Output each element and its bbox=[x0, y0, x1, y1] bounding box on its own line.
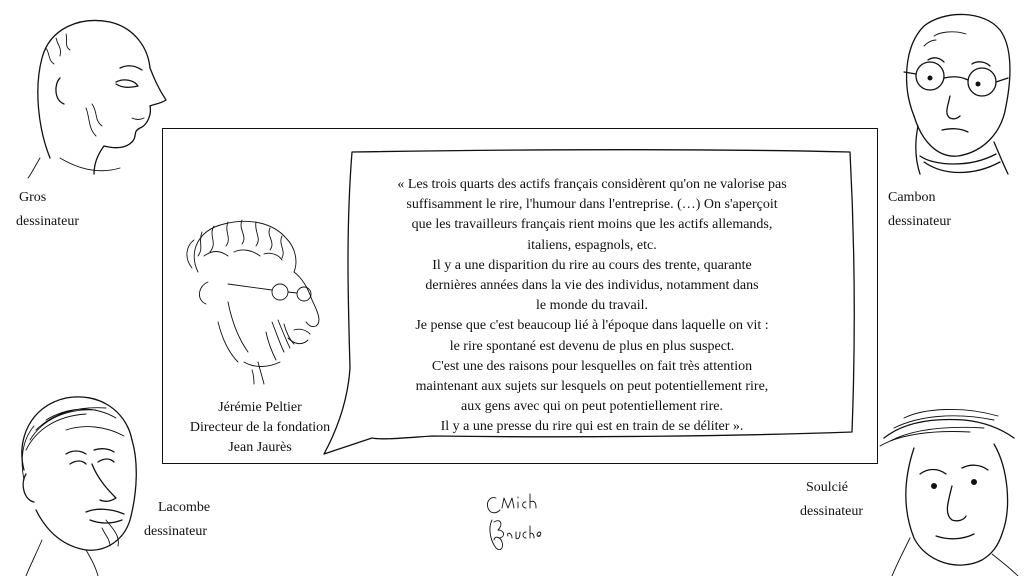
quote-line: le rire spontané est devenu de plus en plus suspect. bbox=[449, 338, 735, 354]
portrait-soulcie bbox=[874, 398, 1024, 576]
speaker-name: Jérémie Peltier bbox=[218, 400, 302, 415]
portrait-cambon bbox=[884, 6, 1024, 176]
artist-name: Lacombe bbox=[158, 500, 211, 515]
quote-line: que les travailleurs français rient moins que les actifs allemands, bbox=[411, 217, 773, 233]
artist-label-gros bbox=[16, 186, 79, 234]
quote-line: Je pense que c'est beaucoup lié à l'époque dans laquelle on vit : bbox=[415, 318, 769, 334]
artist-label-cambon bbox=[886, 186, 951, 234]
artist-name: Gros bbox=[19, 190, 47, 205]
artist-role: dessinateur bbox=[16, 214, 79, 229]
quote-line: C'est une des raisons pour lesquelles on fait très attention bbox=[431, 358, 753, 374]
portrait-lacombe bbox=[6, 390, 156, 576]
quote-line: italiens, espagnols, etc. bbox=[527, 237, 657, 253]
quote-line: suffisamment le rire, l'humour dans l'entreprise. (…) On s'aperçoit bbox=[406, 197, 778, 213]
speaker-title: Directeur de la fondation bbox=[189, 420, 331, 435]
quote-line: le monde du travail. bbox=[536, 298, 648, 314]
quote-line: maintenant aux sujets sur lesquels on peut potentiellement rire, bbox=[415, 379, 769, 395]
artist-role: dessinateur bbox=[800, 504, 863, 519]
quote-line: Il y a une presse du rire qui est en train de se déliter ». bbox=[440, 419, 744, 435]
speaker-organization: Jean Jaurès bbox=[228, 440, 292, 455]
artist-name: Soulcié bbox=[806, 480, 848, 495]
quote-text bbox=[350, 175, 834, 438]
portrait-gros bbox=[20, 8, 170, 178]
quote-line: dernières années dans la vie des individus, notamment dans bbox=[425, 278, 759, 294]
quote-line: Il y a une disparition du rire au cours des trente, quarante bbox=[432, 257, 752, 273]
artist-signature bbox=[482, 488, 546, 554]
artist-label-lacombe bbox=[144, 496, 210, 544]
artist-label-soulcie bbox=[800, 476, 863, 524]
quote-line: « Les trois quarts des actifs français considèrent qu'on ne valorise pas bbox=[397, 177, 787, 192]
portrait-peltier bbox=[168, 212, 328, 384]
artist-role: dessinateur bbox=[888, 214, 951, 229]
artist-role: dessinateur bbox=[144, 524, 207, 539]
artist-name: Cambon bbox=[888, 190, 936, 205]
quote-line: aux gens avec qui on peut potentiellement rire. bbox=[460, 399, 724, 415]
